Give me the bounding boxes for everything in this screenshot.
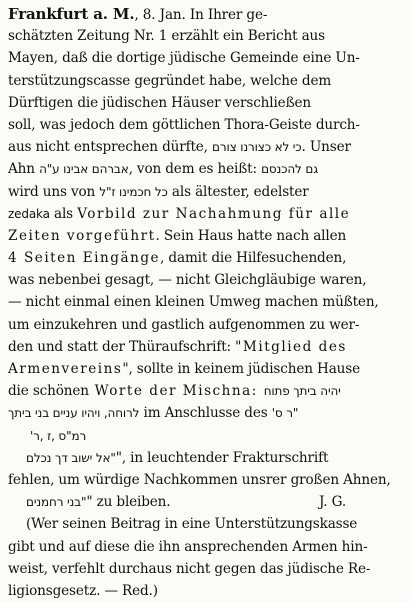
- line-text: den und statt der Thüraufschrift:: [8, 338, 236, 355]
- hebrew-text: zedaka: [8, 206, 50, 221]
- line-text: als: [49, 205, 78, 222]
- hebrew-text: "אל ישוב דך נכלם: [26, 450, 116, 465]
- article-line: [8, 380, 406, 402]
- article-line: [8, 447, 406, 469]
- spaced-text: 4 Seiten Eingänge: [8, 250, 161, 267]
- article-line: [8, 291, 406, 313]
- line-text: Ahn: [8, 161, 40, 178]
- hebrew-text: "בני רחמנים: [26, 495, 87, 510]
- line-text: (Wer seinen Beitrag in eine Unterstützungskasse: [26, 516, 358, 533]
- line-text: ligionsgesetz. — Red.): [8, 582, 158, 599]
- line-text: ", in leuchtender Frakturschrift: [115, 449, 329, 466]
- line-text: gibt und auf diese die ihn ansprechenden Armen hin-: [8, 538, 368, 555]
- article-line: [8, 247, 406, 269]
- hebrew-text: לרוחה, ויהיו עניים בני ביתך: [8, 406, 140, 421]
- hebrew-text: רמ"ס ,ז ,ר': [30, 428, 87, 443]
- article-line: [8, 491, 406, 513]
- line-text: wird uns von: [8, 183, 100, 200]
- line-text: , 8. Jan. In Ihrer ge-: [134, 7, 268, 23]
- line-text: aus nicht entsprechen dürfte,: [8, 139, 213, 156]
- hebrew-text: יהיה ביתך פתוח: [263, 384, 341, 399]
- article-line: [8, 3, 406, 25]
- spaced-text: Vorbild zur Nachahmung für alle: [77, 205, 351, 222]
- line-text: um einzukehren und gastlich aufgenommen zu wer-: [8, 316, 360, 333]
- article-line: [8, 136, 406, 158]
- article-line: [8, 536, 406, 558]
- line-text: im Anschlusse des: [139, 405, 272, 422]
- hebrew-text: כי לא כצורנו צורם: [212, 140, 302, 155]
- line-text: die schönen: [8, 383, 89, 400]
- line-text: . Sein Haus hatte nach allen: [155, 227, 347, 244]
- line-text: terstützungscasse gegründet habe, welche dem: [8, 72, 332, 89]
- line-text: , von dem es heißt:: [128, 161, 262, 178]
- article-line: [8, 425, 406, 447]
- hebrew-text: גם להכנסם: [261, 162, 318, 177]
- line-text: soll, was jedoch dem göttlichen Thora-Geiste durch-: [8, 116, 360, 133]
- article-line: [8, 158, 406, 180]
- article-line: [8, 336, 406, 358]
- line-text: was nebenbei gesagt, — nicht Gleichgläubige waren,: [8, 272, 367, 289]
- article-line: [8, 181, 406, 203]
- line-text: schätzten Zeitung Nr. 1 erzählt ein Bericht aus: [8, 28, 325, 45]
- article-line: [8, 580, 406, 602]
- line-text: . Unser: [301, 139, 351, 156]
- line-text: Mayen, daß die dortige jüdische Gemeinde eine Un-: [8, 50, 360, 67]
- line-text: Dürftigen die jüdischen Häuser verschließen: [8, 94, 312, 111]
- dateline-place: Frankfurt a. M.: [8, 5, 135, 23]
- article-line: [8, 203, 406, 225]
- article-line: [8, 47, 406, 69]
- spaced-text: "Mitglied des: [235, 338, 347, 355]
- article-line: [8, 513, 406, 535]
- line-text: als ältester, edelster: [167, 183, 309, 200]
- hebrew-text: "ר ס': [271, 406, 299, 421]
- article-line: [8, 225, 406, 247]
- line-text: , damit die Hilfesuchenden,: [160, 250, 347, 267]
- article-line: [8, 469, 406, 491]
- hebrew-text: כל חכמינו ז"ל: [99, 184, 168, 199]
- article-line: [8, 25, 406, 47]
- hebrew-text: אברהם אבינו ע"ה: [39, 162, 129, 177]
- line-text: " zu bleiben.: [86, 494, 171, 511]
- article-line: [8, 558, 406, 580]
- article-line: [8, 402, 406, 424]
- article-line: [8, 92, 406, 114]
- line-text: ", sollte in keinem jüdischen Hause: [122, 361, 360, 377]
- article-line: [8, 358, 406, 380]
- article-line: [8, 114, 406, 136]
- line-text: fehlen, um würdige Nachkommen unsrer großen Ahnen,: [8, 471, 391, 488]
- article-line: [8, 314, 406, 336]
- spaced-text: Zeiten vorgeführt: [8, 227, 156, 244]
- line-text: — nicht einmal einen kleinen Umweg machen müßten,: [8, 294, 379, 311]
- spaced-text: Armenvereins: [8, 361, 123, 377]
- spaced-text: Worte der Mischna:: [88, 383, 264, 400]
- article-line: [8, 70, 406, 92]
- line-text: weist, verfehlt durchaus nicht gegen das jüdische Re-: [8, 560, 371, 577]
- author-signature: J. G.: [319, 494, 346, 511]
- article-line: [8, 269, 406, 291]
